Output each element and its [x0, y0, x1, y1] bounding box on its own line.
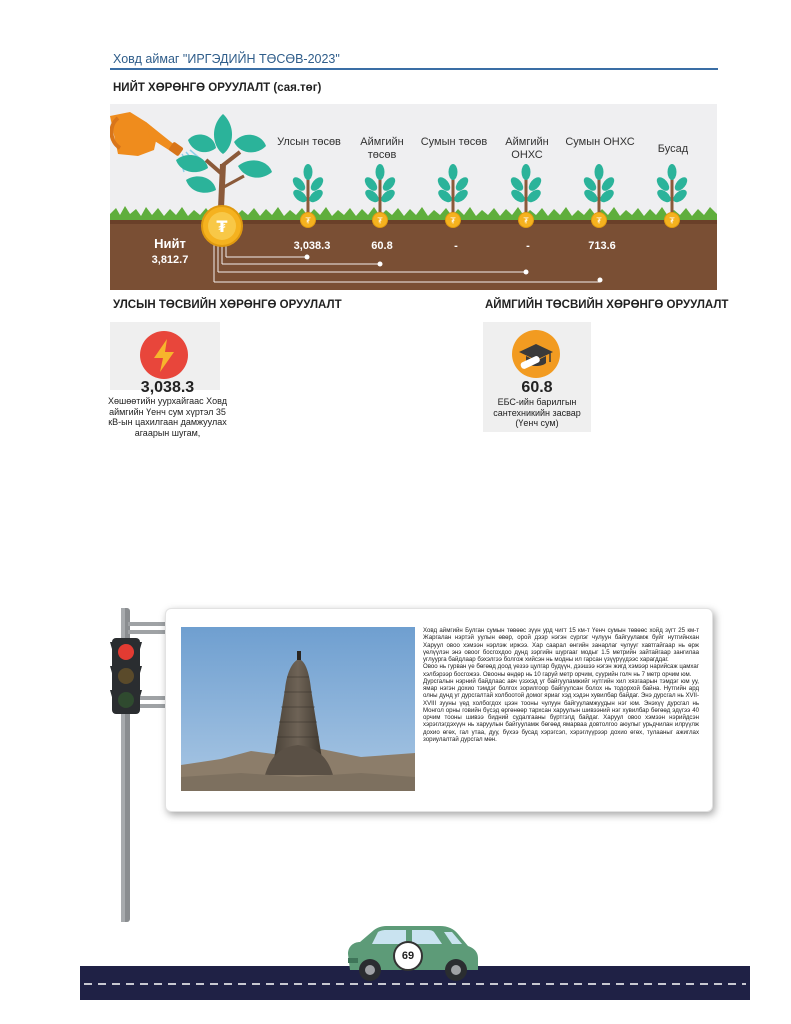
column-label-soum-lodf: Сумын ОНХС: [565, 136, 635, 148]
graduation-cap-icon: [512, 330, 560, 378]
info-paragraph: Дурсгалын нэрний байдлаас авч үзэхэд уг байгууламжийг нутгийн хил хязгаарын тэмдэг юм уу, ямар нэгэн дохио тэмдэг болгох зорилгоор байгуулсан болох нь тодорхой байна. Нутгийн ард олны дунд уг дурсгалтай холбоотой домог яриаг хэд хэдэн хувилбар байдаг. Энэ дурсгал нь XVII-XVIII зууны үед холбогдох цээн тооны чулуун байгууламжуудын нэг юм. Энэхүү дурсгал нь Монгол орны говийн бүсэд өргөнөөр тархсан харуулын шивээний нэг хувилбар бөгөөд эдүгээ 40 орчим тооны шивээ бидний судалгааны бүртгэлд байдаг. Харуул овоо хэмээн нэрийдсэн хэрэглэгдэхүүн нь харуулын байгууламж бөгөөд ямарваа довтолгоо аюулыг урьдчилан илрүүлж дохио өгөх, гал утаа, дуу, бүхээ бусад хэрэгсэл, хэрэглүүрээр дохио өгөх, тулааныг ажиглах зориулалтай дурсгал мөн.: [423, 677, 699, 743]
traffic-light-illustration: [110, 608, 166, 924]
column-label-state-budget: Улсын төсөв: [277, 136, 341, 148]
column-label-province-budget: Аймгийн төсөв: [360, 136, 404, 161]
header-divider: [110, 68, 718, 70]
page-number: 69: [393, 941, 423, 971]
province-budget-description: ЕБС-ийн барилгын сантехникийн засвар (Үенч сум): [493, 397, 581, 428]
info-paragraph: Ховд аймгийн Булган сумын төвөөс зүүн урд чигт 15 км-т Үенч сумын төвөөс хойд зүгт 25 км-т Жаргалан нэртэй уулын өвөр, орой дээр нэгэн сүрлэг чулуун байгууламж буйг нутгийнхан Харуул овоо хэмээн нэрлэж иржээ. Хар саарал өнгийн занарлаг чулууг хавтгайгаар нь өрж үелүүлэн энэ овоог босгохдоо дунд зэргийн шургааг модыг 1.5 метрийн зайтайгаар зангилаа углуурга байдлаар бэхэлгээ болгож хийсэн нь модны ил гарсан үзүүрүүдээс харагддаг.: [423, 627, 699, 663]
info-paragraph: Овоо нь гурван үе бөгөөд доод үезээ цулгар будүүн, дээшээ нэгэн жигд хэмээр нарийсаж цамхаг хэлбэрээр босгожээ. Овооны өндөр нь 10 гаруй метр орчим, суурийн голч нь 7 метр орчим юм.: [423, 663, 699, 678]
column-value-province-lodf: -: [526, 240, 530, 252]
column-label-soum-budget: Сумын төсөв: [420, 136, 488, 148]
svg-text:₮: ₮: [216, 217, 228, 236]
info-text: [423, 627, 699, 743]
column-value-state-budget: 3,038.3: [293, 240, 331, 252]
svg-text:₮: ₮: [305, 216, 311, 226]
document-header: Ховд аймаг "ИРГЭДИЙН ТӨСӨВ-2023": [113, 52, 340, 66]
investment-banner: [110, 104, 717, 290]
kharuul-ovoo-photo: [181, 627, 415, 791]
state-budget-description: Хөшөөтийн уурхайгаас Ховд аймгийн Үенч сум хүртэл 35 кВ-ын цахилгаан дамжуулах агаарын шугам,: [107, 396, 228, 438]
lightning-icon: [140, 331, 188, 379]
province-budget-value: 60.8: [521, 379, 553, 396]
column-label-other: Бусад: [657, 143, 689, 155]
column-value-soum-budget: -: [454, 240, 458, 252]
svg-text:₮: ₮: [669, 216, 675, 226]
total-value: 3,812.7: [151, 254, 189, 266]
column-value-soum-lodf: 713.6: [588, 240, 616, 252]
svg-text:₮: ₮: [596, 216, 602, 226]
total-investment-title: НИЙТ ХӨРӨНГӨ ОРУУЛАЛТ (сая.төг): [113, 82, 322, 94]
province-budget-title: АЙМГИЙН ТӨСВИЙН ХӨРӨНГӨ ОРУУЛАЛТ: [485, 299, 729, 311]
state-budget-title: УЛСЫН ТӨСВИЙН ХӨРӨНГӨ ОРУУЛАЛТ: [113, 299, 342, 311]
state-budget-value: 3,038.3: [140, 379, 195, 396]
column-value-province-budget: 60.8: [371, 240, 393, 252]
total-label: Нийт: [154, 236, 186, 251]
svg-text:₮: ₮: [377, 216, 383, 226]
svg-text:₮: ₮: [523, 216, 529, 226]
column-label-province-lodf: Аймгийн ОНХС: [505, 136, 549, 161]
svg-text:₮: ₮: [450, 216, 456, 226]
